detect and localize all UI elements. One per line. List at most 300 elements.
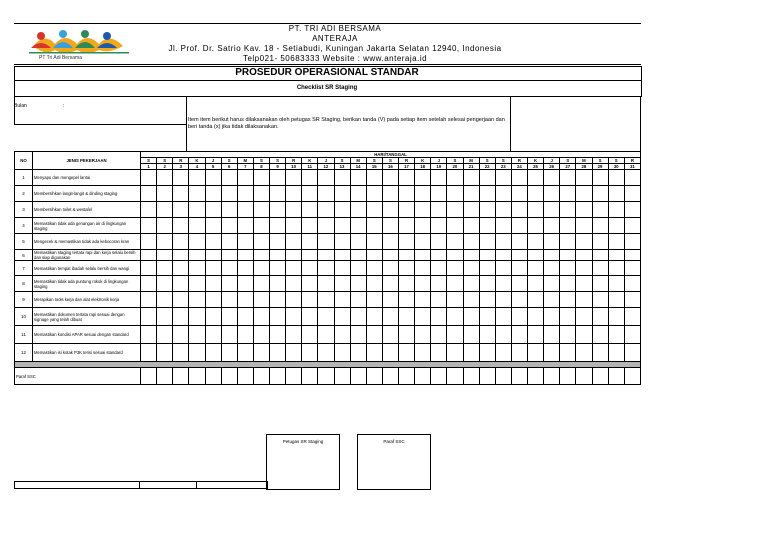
- paraf-cell[interactable]: [592, 368, 608, 385]
- check-cell[interactable]: [624, 308, 640, 326]
- check-cell[interactable]: [624, 344, 640, 362]
- check-cell[interactable]: [560, 170, 576, 186]
- check-cell[interactable]: [495, 186, 511, 202]
- check-cell[interactable]: [334, 250, 350, 261]
- check-cell[interactable]: [302, 344, 318, 362]
- check-cell[interactable]: [495, 344, 511, 362]
- check-cell[interactable]: [189, 186, 205, 202]
- check-cell[interactable]: [399, 276, 415, 292]
- check-cell[interactable]: [253, 234, 269, 250]
- check-cell[interactable]: [544, 344, 560, 362]
- check-cell[interactable]: [399, 202, 415, 218]
- check-cell[interactable]: [431, 234, 447, 250]
- paraf-cell[interactable]: [350, 368, 366, 385]
- check-cell[interactable]: [447, 250, 463, 261]
- check-cell[interactable]: [141, 202, 157, 218]
- check-cell[interactable]: [495, 234, 511, 250]
- check-cell[interactable]: [608, 218, 624, 234]
- check-cell[interactable]: [479, 292, 495, 308]
- check-cell[interactable]: [431, 250, 447, 261]
- check-cell[interactable]: [141, 261, 157, 276]
- check-cell[interactable]: [592, 326, 608, 344]
- check-cell[interactable]: [447, 308, 463, 326]
- check-cell[interactable]: [528, 261, 544, 276]
- check-cell[interactable]: [318, 170, 334, 186]
- check-cell[interactable]: [576, 234, 592, 250]
- check-cell[interactable]: [511, 202, 527, 218]
- check-cell[interactable]: [544, 234, 560, 250]
- check-cell[interactable]: [173, 170, 189, 186]
- check-cell[interactable]: [415, 170, 431, 186]
- check-cell[interactable]: [318, 261, 334, 276]
- check-cell[interactable]: [366, 344, 382, 362]
- check-cell[interactable]: [576, 202, 592, 218]
- check-cell[interactable]: [141, 234, 157, 250]
- check-cell[interactable]: [592, 344, 608, 362]
- check-cell[interactable]: [399, 326, 415, 344]
- check-cell[interactable]: [173, 234, 189, 250]
- check-cell[interactable]: [528, 292, 544, 308]
- check-cell[interactable]: [415, 202, 431, 218]
- paraf-cell[interactable]: [318, 368, 334, 385]
- paraf-cell[interactable]: [463, 368, 479, 385]
- check-cell[interactable]: [447, 186, 463, 202]
- check-cell[interactable]: [253, 308, 269, 326]
- check-cell[interactable]: [495, 261, 511, 276]
- check-cell[interactable]: [366, 326, 382, 344]
- check-cell[interactable]: [592, 276, 608, 292]
- check-cell[interactable]: [511, 344, 527, 362]
- check-cell[interactable]: [576, 170, 592, 186]
- check-cell[interactable]: [141, 218, 157, 234]
- check-cell[interactable]: [479, 308, 495, 326]
- check-cell[interactable]: [399, 234, 415, 250]
- check-cell[interactable]: [544, 261, 560, 276]
- check-cell[interactable]: [189, 250, 205, 261]
- check-cell[interactable]: [334, 326, 350, 344]
- check-cell[interactable]: [334, 234, 350, 250]
- check-cell[interactable]: [350, 170, 366, 186]
- check-cell[interactable]: [447, 234, 463, 250]
- check-cell[interactable]: [560, 326, 576, 344]
- check-cell[interactable]: [576, 276, 592, 292]
- check-cell[interactable]: [189, 344, 205, 362]
- check-cell[interactable]: [544, 292, 560, 308]
- check-cell[interactable]: [399, 344, 415, 362]
- check-cell[interactable]: [189, 202, 205, 218]
- check-cell[interactable]: [511, 218, 527, 234]
- check-cell[interactable]: [253, 202, 269, 218]
- check-cell[interactable]: [624, 218, 640, 234]
- check-cell[interactable]: [157, 344, 173, 362]
- check-cell[interactable]: [189, 326, 205, 344]
- check-cell[interactable]: [479, 250, 495, 261]
- check-cell[interactable]: [302, 170, 318, 186]
- check-cell[interactable]: [479, 170, 495, 186]
- paraf-cell[interactable]: [173, 368, 189, 385]
- paraf-cell[interactable]: [576, 368, 592, 385]
- check-cell[interactable]: [415, 292, 431, 308]
- check-cell[interactable]: [608, 292, 624, 308]
- check-cell[interactable]: [221, 170, 237, 186]
- check-cell[interactable]: [592, 250, 608, 261]
- check-cell[interactable]: [350, 186, 366, 202]
- check-cell[interactable]: [399, 186, 415, 202]
- check-cell[interactable]: [221, 234, 237, 250]
- check-cell[interactable]: [286, 186, 302, 202]
- check-cell[interactable]: [253, 186, 269, 202]
- check-cell[interactable]: [205, 202, 221, 218]
- check-cell[interactable]: [592, 234, 608, 250]
- check-cell[interactable]: [624, 326, 640, 344]
- check-cell[interactable]: [576, 326, 592, 344]
- check-cell[interactable]: [221, 250, 237, 261]
- check-cell[interactable]: [431, 326, 447, 344]
- check-cell[interactable]: [286, 261, 302, 276]
- check-cell[interactable]: [318, 234, 334, 250]
- check-cell[interactable]: [334, 186, 350, 202]
- check-cell[interactable]: [237, 276, 253, 292]
- check-cell[interactable]: [544, 250, 560, 261]
- check-cell[interactable]: [141, 250, 157, 261]
- check-cell[interactable]: [221, 276, 237, 292]
- paraf-cell[interactable]: [624, 368, 640, 385]
- check-cell[interactable]: [495, 308, 511, 326]
- check-cell[interactable]: [382, 308, 398, 326]
- check-cell[interactable]: [318, 308, 334, 326]
- check-cell[interactable]: [189, 170, 205, 186]
- check-cell[interactable]: [495, 292, 511, 308]
- check-cell[interactable]: [463, 261, 479, 276]
- check-cell[interactable]: [286, 344, 302, 362]
- check-cell[interactable]: [399, 170, 415, 186]
- check-cell[interactable]: [382, 261, 398, 276]
- check-cell[interactable]: [592, 218, 608, 234]
- paraf-cell[interactable]: [528, 368, 544, 385]
- check-cell[interactable]: [318, 326, 334, 344]
- check-cell[interactable]: [608, 276, 624, 292]
- check-cell[interactable]: [511, 326, 527, 344]
- check-cell[interactable]: [253, 250, 269, 261]
- check-cell[interactable]: [205, 308, 221, 326]
- check-cell[interactable]: [624, 250, 640, 261]
- check-cell[interactable]: [350, 202, 366, 218]
- check-cell[interactable]: [286, 170, 302, 186]
- check-cell[interactable]: [415, 261, 431, 276]
- check-cell[interactable]: [173, 202, 189, 218]
- check-cell[interactable]: [173, 326, 189, 344]
- check-cell[interactable]: [399, 292, 415, 308]
- paraf-cell[interactable]: [270, 368, 286, 385]
- check-cell[interactable]: [318, 186, 334, 202]
- check-cell[interactable]: [495, 326, 511, 344]
- check-cell[interactable]: [431, 218, 447, 234]
- paraf-cell[interactable]: [366, 368, 382, 385]
- check-cell[interactable]: [495, 170, 511, 186]
- check-cell[interactable]: [463, 202, 479, 218]
- check-cell[interactable]: [528, 218, 544, 234]
- paraf-cell[interactable]: [302, 368, 318, 385]
- check-cell[interactable]: [350, 276, 366, 292]
- check-cell[interactable]: [205, 186, 221, 202]
- check-cell[interactable]: [495, 250, 511, 261]
- check-cell[interactable]: [511, 308, 527, 326]
- check-cell[interactable]: [173, 261, 189, 276]
- check-cell[interactable]: [608, 250, 624, 261]
- check-cell[interactable]: [592, 261, 608, 276]
- check-cell[interactable]: [286, 292, 302, 308]
- check-cell[interactable]: [463, 186, 479, 202]
- check-cell[interactable]: [189, 292, 205, 308]
- check-cell[interactable]: [544, 218, 560, 234]
- check-cell[interactable]: [205, 261, 221, 276]
- check-cell[interactable]: [624, 202, 640, 218]
- check-cell[interactable]: [382, 202, 398, 218]
- check-cell[interactable]: [479, 186, 495, 202]
- check-cell[interactable]: [350, 234, 366, 250]
- check-cell[interactable]: [157, 186, 173, 202]
- check-cell[interactable]: [189, 261, 205, 276]
- check-cell[interactable]: [270, 234, 286, 250]
- check-cell[interactable]: [431, 344, 447, 362]
- check-cell[interactable]: [350, 344, 366, 362]
- paraf-cell[interactable]: [382, 368, 398, 385]
- check-cell[interactable]: [576, 218, 592, 234]
- paraf-cell[interactable]: [189, 368, 205, 385]
- check-cell[interactable]: [189, 308, 205, 326]
- check-cell[interactable]: [366, 202, 382, 218]
- check-cell[interactable]: [608, 186, 624, 202]
- check-cell[interactable]: [253, 344, 269, 362]
- paraf-cell[interactable]: [286, 368, 302, 385]
- check-cell[interactable]: [157, 218, 173, 234]
- check-cell[interactable]: [528, 234, 544, 250]
- paraf-cell[interactable]: [431, 368, 447, 385]
- check-cell[interactable]: [592, 186, 608, 202]
- check-cell[interactable]: [366, 250, 382, 261]
- check-cell[interactable]: [334, 292, 350, 308]
- check-cell[interactable]: [270, 326, 286, 344]
- check-cell[interactable]: [270, 250, 286, 261]
- check-cell[interactable]: [221, 308, 237, 326]
- check-cell[interactable]: [463, 344, 479, 362]
- check-cell[interactable]: [560, 261, 576, 276]
- check-cell[interactable]: [576, 261, 592, 276]
- check-cell[interactable]: [286, 202, 302, 218]
- check-cell[interactable]: [479, 202, 495, 218]
- paraf-cell[interactable]: [205, 368, 221, 385]
- check-cell[interactable]: [334, 261, 350, 276]
- paraf-cell[interactable]: [447, 368, 463, 385]
- check-cell[interactable]: [366, 292, 382, 308]
- check-cell[interactable]: [463, 292, 479, 308]
- check-cell[interactable]: [173, 186, 189, 202]
- check-cell[interactable]: [286, 276, 302, 292]
- check-cell[interactable]: [366, 170, 382, 186]
- check-cell[interactable]: [157, 250, 173, 261]
- check-cell[interactable]: [479, 261, 495, 276]
- check-cell[interactable]: [350, 308, 366, 326]
- check-cell[interactable]: [205, 250, 221, 261]
- check-cell[interactable]: [544, 308, 560, 326]
- check-cell[interactable]: [528, 326, 544, 344]
- check-cell[interactable]: [237, 170, 253, 186]
- check-cell[interactable]: [253, 292, 269, 308]
- check-cell[interactable]: [624, 261, 640, 276]
- paraf-cell[interactable]: [253, 368, 269, 385]
- check-cell[interactable]: [318, 344, 334, 362]
- check-cell[interactable]: [286, 326, 302, 344]
- check-cell[interactable]: [302, 308, 318, 326]
- check-cell[interactable]: [415, 234, 431, 250]
- check-cell[interactable]: [205, 218, 221, 234]
- check-cell[interactable]: [560, 218, 576, 234]
- check-cell[interactable]: [270, 292, 286, 308]
- check-cell[interactable]: [189, 218, 205, 234]
- paraf-cell[interactable]: [334, 368, 350, 385]
- check-cell[interactable]: [511, 261, 527, 276]
- check-cell[interactable]: [431, 261, 447, 276]
- check-cell[interactable]: [479, 276, 495, 292]
- paraf-cell[interactable]: [495, 368, 511, 385]
- check-cell[interactable]: [253, 170, 269, 186]
- check-cell[interactable]: [141, 170, 157, 186]
- check-cell[interactable]: [205, 344, 221, 362]
- check-cell[interactable]: [495, 202, 511, 218]
- check-cell[interactable]: [237, 344, 253, 362]
- check-cell[interactable]: [221, 202, 237, 218]
- check-cell[interactable]: [399, 261, 415, 276]
- check-cell[interactable]: [350, 261, 366, 276]
- check-cell[interactable]: [431, 186, 447, 202]
- check-cell[interactable]: [608, 326, 624, 344]
- check-cell[interactable]: [157, 276, 173, 292]
- check-cell[interactable]: [141, 308, 157, 326]
- check-cell[interactable]: [431, 308, 447, 326]
- check-cell[interactable]: [318, 218, 334, 234]
- check-cell[interactable]: [463, 308, 479, 326]
- check-cell[interactable]: [157, 261, 173, 276]
- paraf-cell[interactable]: [237, 368, 253, 385]
- check-cell[interactable]: [511, 292, 527, 308]
- check-cell[interactable]: [350, 292, 366, 308]
- check-cell[interactable]: [286, 250, 302, 261]
- check-cell[interactable]: [205, 234, 221, 250]
- check-cell[interactable]: [270, 202, 286, 218]
- check-cell[interactable]: [237, 234, 253, 250]
- check-cell[interactable]: [270, 170, 286, 186]
- check-cell[interactable]: [511, 276, 527, 292]
- check-cell[interactable]: [270, 344, 286, 362]
- check-cell[interactable]: [447, 344, 463, 362]
- check-cell[interactable]: [511, 186, 527, 202]
- check-cell[interactable]: [528, 308, 544, 326]
- check-cell[interactable]: [560, 292, 576, 308]
- check-cell[interactable]: [318, 276, 334, 292]
- check-cell[interactable]: [237, 218, 253, 234]
- check-cell[interactable]: [528, 186, 544, 202]
- check-cell[interactable]: [205, 326, 221, 344]
- check-cell[interactable]: [399, 308, 415, 326]
- check-cell[interactable]: [431, 202, 447, 218]
- check-cell[interactable]: [173, 308, 189, 326]
- check-cell[interactable]: [528, 170, 544, 186]
- check-cell[interactable]: [576, 308, 592, 326]
- check-cell[interactable]: [366, 186, 382, 202]
- check-cell[interactable]: [560, 202, 576, 218]
- check-cell[interactable]: [447, 261, 463, 276]
- check-cell[interactable]: [544, 276, 560, 292]
- check-cell[interactable]: [399, 250, 415, 261]
- check-cell[interactable]: [350, 250, 366, 261]
- paraf-cell[interactable]: [141, 368, 157, 385]
- check-cell[interactable]: [463, 326, 479, 344]
- check-cell[interactable]: [253, 218, 269, 234]
- check-cell[interactable]: [447, 326, 463, 344]
- check-cell[interactable]: [528, 344, 544, 362]
- check-cell[interactable]: [560, 344, 576, 362]
- check-cell[interactable]: [382, 276, 398, 292]
- check-cell[interactable]: [141, 186, 157, 202]
- check-cell[interactable]: [624, 292, 640, 308]
- check-cell[interactable]: [141, 344, 157, 362]
- paraf-cell[interactable]: [560, 368, 576, 385]
- check-cell[interactable]: [221, 218, 237, 234]
- check-cell[interactable]: [431, 170, 447, 186]
- paraf-cell[interactable]: [544, 368, 560, 385]
- check-cell[interactable]: [382, 292, 398, 308]
- paraf-cell[interactable]: [511, 368, 527, 385]
- check-cell[interactable]: [608, 261, 624, 276]
- check-cell[interactable]: [415, 186, 431, 202]
- check-cell[interactable]: [205, 170, 221, 186]
- check-cell[interactable]: [302, 261, 318, 276]
- check-cell[interactable]: [415, 276, 431, 292]
- check-cell[interactable]: [157, 202, 173, 218]
- check-cell[interactable]: [173, 292, 189, 308]
- check-cell[interactable]: [237, 326, 253, 344]
- check-cell[interactable]: [544, 186, 560, 202]
- check-cell[interactable]: [463, 218, 479, 234]
- check-cell[interactable]: [302, 202, 318, 218]
- check-cell[interactable]: [237, 250, 253, 261]
- check-cell[interactable]: [544, 202, 560, 218]
- check-cell[interactable]: [173, 276, 189, 292]
- check-cell[interactable]: [270, 218, 286, 234]
- check-cell[interactable]: [399, 218, 415, 234]
- check-cell[interactable]: [608, 202, 624, 218]
- paraf-cell[interactable]: [157, 368, 173, 385]
- check-cell[interactable]: [302, 250, 318, 261]
- check-cell[interactable]: [560, 250, 576, 261]
- check-cell[interactable]: [624, 234, 640, 250]
- check-cell[interactable]: [173, 344, 189, 362]
- check-cell[interactable]: [544, 326, 560, 344]
- check-cell[interactable]: [415, 250, 431, 261]
- check-cell[interactable]: [528, 276, 544, 292]
- check-cell[interactable]: [560, 308, 576, 326]
- check-cell[interactable]: [560, 234, 576, 250]
- check-cell[interactable]: [350, 326, 366, 344]
- check-cell[interactable]: [366, 276, 382, 292]
- check-cell[interactable]: [237, 202, 253, 218]
- check-cell[interactable]: [302, 276, 318, 292]
- check-cell[interactable]: [576, 344, 592, 362]
- check-cell[interactable]: [463, 170, 479, 186]
- paraf-cell[interactable]: [221, 368, 237, 385]
- check-cell[interactable]: [576, 186, 592, 202]
- check-cell[interactable]: [237, 261, 253, 276]
